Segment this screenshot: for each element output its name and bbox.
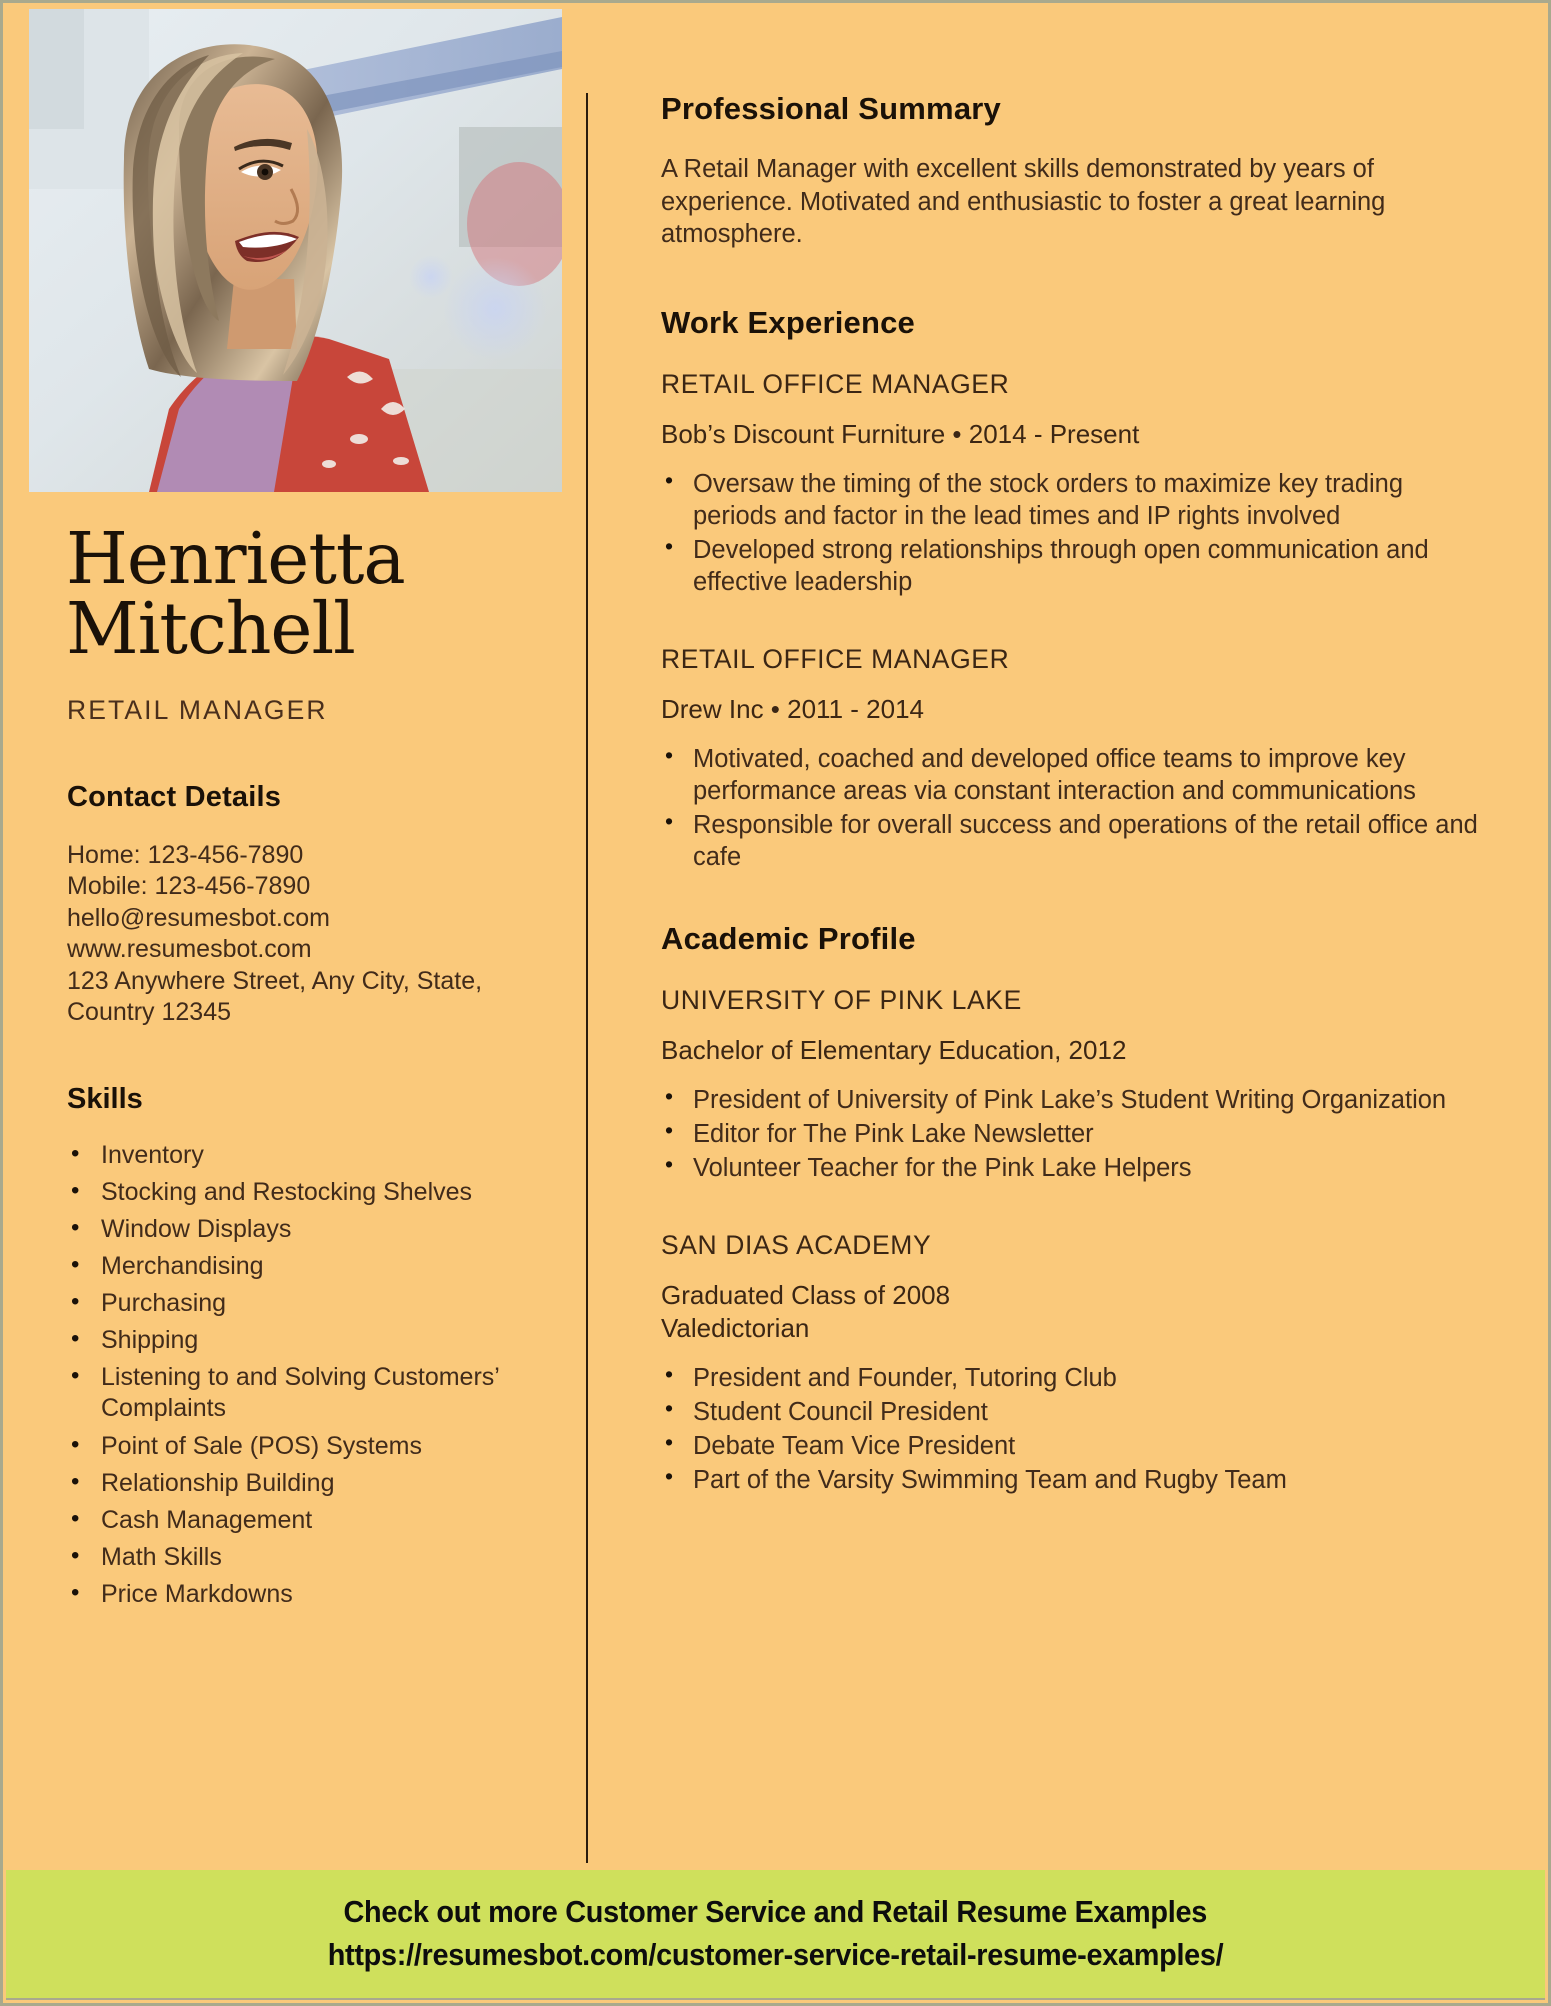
list-item: • Listening to and Solving Customers’ Complaints — [99, 1362, 569, 1424]
list-item: • Oversaw the timing of the stock orders to maximize key trading periods and factor in the lead times and IP rights involved — [693, 468, 1483, 532]
left-column — [3, 3, 583, 1876]
list-item: • Part of the Varsity Swimming Team and Rugby Team — [693, 1464, 1483, 1496]
skills-heading: Skills — [67, 1082, 143, 1115]
list-item: • Price Markdowns — [99, 1579, 569, 1610]
first-name: Henrietta — [66, 517, 405, 600]
promo-footer-banner — [6, 1870, 1545, 2000]
list-item: • Math Skills — [99, 1542, 569, 1573]
list-item: • Cash Management — [99, 1505, 569, 1536]
professional-summary-text: A Retail Manager with excellent skills demonstrated by years of experience. Motivated and enthusiastic to foster a great learning atmosphere. — [661, 155, 1386, 249]
list-item: • Merchandising — [99, 1251, 569, 1282]
list-item: • Student Council President — [693, 1396, 1483, 1428]
avatar — [29, 9, 562, 492]
list-item: • Purchasing — [99, 1288, 569, 1319]
work-experience-heading: Work Experience — [661, 304, 915, 340]
list-item: • Debate Team Vice President — [693, 1430, 1483, 1462]
academic-entry-bullets — [661, 1084, 1483, 1184]
list-item: • Shipping — [99, 1325, 569, 1356]
academic-entry-meta-secondary: Valedictorian — [661, 1312, 810, 1343]
list-item: • Window Displays — [99, 1214, 569, 1245]
work-entry-bullets — [661, 468, 1483, 598]
contact-address-line1: 123 Anywhere Street, Any City, State, — [67, 966, 483, 995]
list-item: • Responsible for overall success and operations of the retail office and cafe — [693, 809, 1483, 873]
academic-entry-title: UNIVERSITY OF PINK LAKE — [661, 984, 1022, 1015]
work-entry-title: RETAIL OFFICE MANAGER — [661, 368, 1010, 399]
footer-headline: Check out more Customer Service and Retail Resume Examples — [343, 1894, 1208, 1930]
list-item: • Stocking and Restocking Shelves — [99, 1177, 569, 1208]
skills-list — [3, 1140, 569, 1611]
list-item: • Editor for The Pink Lake Newsletter — [693, 1118, 1483, 1150]
professional-summary-heading: Professional Summary — [661, 91, 1001, 126]
resume-content — [3, 3, 1548, 1876]
list-item: • Point of Sale (POS) Systems — [99, 1431, 569, 1462]
last-name: Mitchell — [66, 587, 355, 671]
academic-entry — [661, 985, 1498, 1184]
list-item: • President and Founder, Tutoring Club — [693, 1362, 1483, 1394]
contact-home-phone: Home: 123-456-7890 — [67, 840, 304, 869]
academic-entry — [661, 1230, 1498, 1496]
work-entry — [661, 644, 1498, 873]
list-item: • Relationship Building — [99, 1468, 569, 1499]
list-item: • Motivated, coached and developed office teams to improve key performance areas via constant interaction and communications — [693, 743, 1483, 807]
list-item: • President of University of Pink Lake’s Student Writing Organization — [693, 1084, 1483, 1116]
right-column — [583, 3, 1548, 1876]
contact-website[interactable]: www.resumesbot.com — [67, 935, 312, 964]
job-title: RETAIL MANAGER — [67, 694, 328, 725]
list-item: • Inventory — [99, 1140, 569, 1171]
work-entry-meta: Drew Inc • 2011 - 2014 — [661, 693, 924, 724]
academic-entry-bullets — [661, 1362, 1483, 1496]
academic-entry-title: SAN DIAS ACADEMY — [661, 1229, 932, 1260]
work-entry-bullets — [661, 743, 1483, 873]
contact-details-list — [67, 840, 537, 1029]
academic-entry-meta: Bachelor of Elementary Education, 2012 — [661, 1034, 1127, 1065]
academic-profile-heading: Academic Profile — [661, 920, 916, 956]
contact-details-heading: Contact Details — [67, 780, 282, 813]
contact-mobile-phone: Mobile: 123-456-7890 — [67, 872, 311, 901]
work-entry — [661, 369, 1498, 598]
work-entry-title: RETAIL OFFICE MANAGER — [661, 643, 1010, 674]
list-item: • Developed strong relationships through open communication and effective leadership — [693, 534, 1483, 598]
contact-email[interactable]: hello@resumesbot.com — [67, 903, 330, 932]
footer-url[interactable]: https://resumesbot.com/customer-service-retail-resume-examples/ — [327, 1937, 1224, 1972]
academic-entry-meta: Graduated Class of 2008 — [661, 1279, 951, 1310]
work-entry-meta: Bob’s Discount Furniture • 2014 - Present — [661, 418, 1140, 449]
list-item: • Volunteer Teacher for the Pink Lake Helpers — [693, 1152, 1483, 1184]
contact-address-line2: Country 12345 — [67, 998, 232, 1027]
portrait-photo-icon — [29, 9, 562, 492]
column-divider — [586, 93, 588, 1863]
page-title — [66, 517, 566, 671]
